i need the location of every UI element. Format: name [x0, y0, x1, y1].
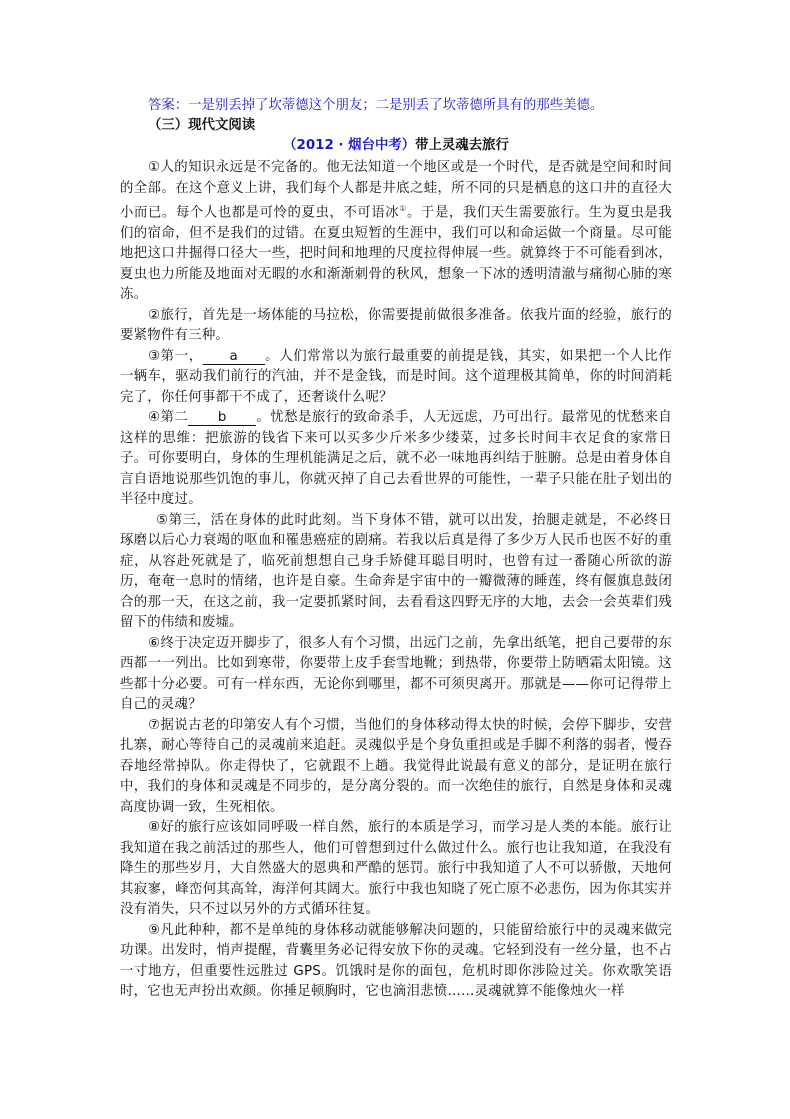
blank-b[interactable]: b	[188, 411, 256, 426]
paragraph-1-text-a: ①人的知识永远是不完备的。他无法知道一个地区或是一个时代，是否就是空间和时间的全部。在这个意义上讲，我们每个人都是井底之蛙，所不同的只是栖息的这口井的直径大小而已。每个人也都是可怜的夏虫，不可语冰	[120, 160, 672, 221]
paragraph-1-text-b: 。于是，我们天生需要旅行。生为夏虫是我们的宿命，但不是我们的过错。在夏虫短暂的生涯中，我们可以和命运做一个商量。尽可能地把这口井掘得口径大一些，把时间和地理的尺度拉得伸展一些。就算终于不可能看到冰，夏虫也力所能及地面对无暇的水和渐渐刺骨的秋风，想象一下冰的透明清澈与痛彻心肺的寒冻。	[120, 205, 673, 303]
answer-line: 答案：一是别丢掉了坎蒂德这个朋友；二是别丢了坎蒂德所具有的那些美德。	[148, 98, 604, 113]
paragraph-3-prefix: ③第一，	[148, 348, 203, 364]
paragraph-1	[120, 158, 672, 306]
paragraph-7: ⑦据说古老的印第安人有个习惯，当他们的身体移动得太快的时候，会停下脚步，安营扎寨，耐心等待自己的灵魂前来追赶。灵魂似乎是个身负重担或是手脚不利落的弱者，慢吞吞地经常掉队。你走得快了，它就跟不上趟。我觉得此说最有意义的部分，是证明在旅行中，我们的身体和灵魂是不同步的，是分离分裂的。而一次绝佳的旅行，自然是身体和灵魂高度协调一致，生死相依。	[120, 717, 672, 815]
paragraph-4-text: 。忧愁是旅行的致命杀手，人无远虑，乃可出行。最常见的忧愁来自这样的思维：把旅游的钱省下来可以买多少斤米多少缕菜，过多长时间丰衣足食的家常日子。可你要明白，身体的生理机能满足之后，就不必一味地再纠结于脏腑。总是由着身体自言自语地说那些饥饱的事儿，你就灭掉了自己去看世界的可能性，一辈子只能在肚子划出的半径中度过。	[120, 410, 672, 508]
paragraph-3-text: 。人们常常以为旅行最重要的前提是钱，其实，如果把一个人比作一辆车，驱动我们前行的汽油，并不是金钱，而是时间。这个道理极其简单，你的时间消耗完了，你任何事都干不成了，还奢谈什么呢？	[120, 348, 672, 405]
paragraph-8: ⑧好的旅行应该如同呼吸一样自然，旅行的本质是学习，而学习是人类的本能。旅行让我知道在我之前活过的那些人，他们可曾想到过什么做过什么。旅行也让我知道，在我没有降生的那些岁月，大自然盛大的恩典和严酷的惩罚。旅行中我知道了人不可以骄傲，天地何其寂寥，峰峦何其高耸，海洋何其阔大。旅行中我也知晓了死亡原不必悲伤，因为你其实并没有消失，只不过以另外的方式循环往复。	[120, 820, 672, 918]
section-title: （三）现代文阅读	[148, 118, 256, 133]
article-source: （2012 · 烟台中考）	[283, 138, 416, 153]
article-title-text: 带上灵魂去旅行	[415, 138, 509, 153]
paragraph-5: ⑤第三，活在身体的此时此刻。当下身体不错，就可以出发，抬腿走就是，不必终日琢磨以后心力衰竭的呕血和罹患癌症的剧痛。若我以后真是得了多少万人民币也医不好的重症，从容赴死就是了，临死前想想自己身手矫健耳聪目明时，也曾有过一番随心所欲的游历，奄奄一息时的情绪，也许是自豪。生命奔是宇宙中的一瓣微薄的睡莲，终有偃旗息鼓闭合的那一天，在这之前，我一定要抓紧时间，去看看这四野无序的大地，去会一会英辈们残留下的伟绩和废墟。	[120, 512, 672, 631]
paragraph-9: ⑨凡此种种，都不是单纯的身体移动就能够解决问题的，只能留给旅行中的灵魂来做完功课。出发时，悄声提醒，背囊里务必记得安放下你的灵魂。它轻到没有一丝分量，也不占一寸地方，但重要性远胜过 GPS。饥饿时是你的面包，危机时即你涉险过关。你欢歌笑语时，它也无声扮出欢颜。你捶足顿胸时，它也滴泪悲愤……灵魂就算不能像烛火一样	[120, 922, 672, 1000]
blank-a[interactable]: a	[203, 350, 265, 365]
document-page	[120, 96, 672, 1003]
paragraph-3	[120, 347, 672, 409]
article-title	[120, 136, 672, 158]
paragraph-2: ②旅行，首先是一场体能的马拉松，你需要提前做很多准备。依我片面的经验，旅行的要紧物件有三种。	[120, 307, 672, 344]
paragraph-6: ⑥终于决定迈开脚步了，很多人有个习惯，出远门之前，先拿出纸笔，把自己要带的东西都一一列出。比如到寒带，你要带上皮手套雪地靴；到热带，你要带上防晒霜太阳镜。这些都十分必要。可有一样东西，无论你到哪里，都不可须臾离开。那就是——你可记得带上自己的灵魂？	[120, 635, 672, 713]
footnote-marker: ①	[399, 204, 408, 213]
paragraph-4-prefix: ④第二	[148, 410, 189, 426]
paragraph-4	[120, 408, 672, 511]
